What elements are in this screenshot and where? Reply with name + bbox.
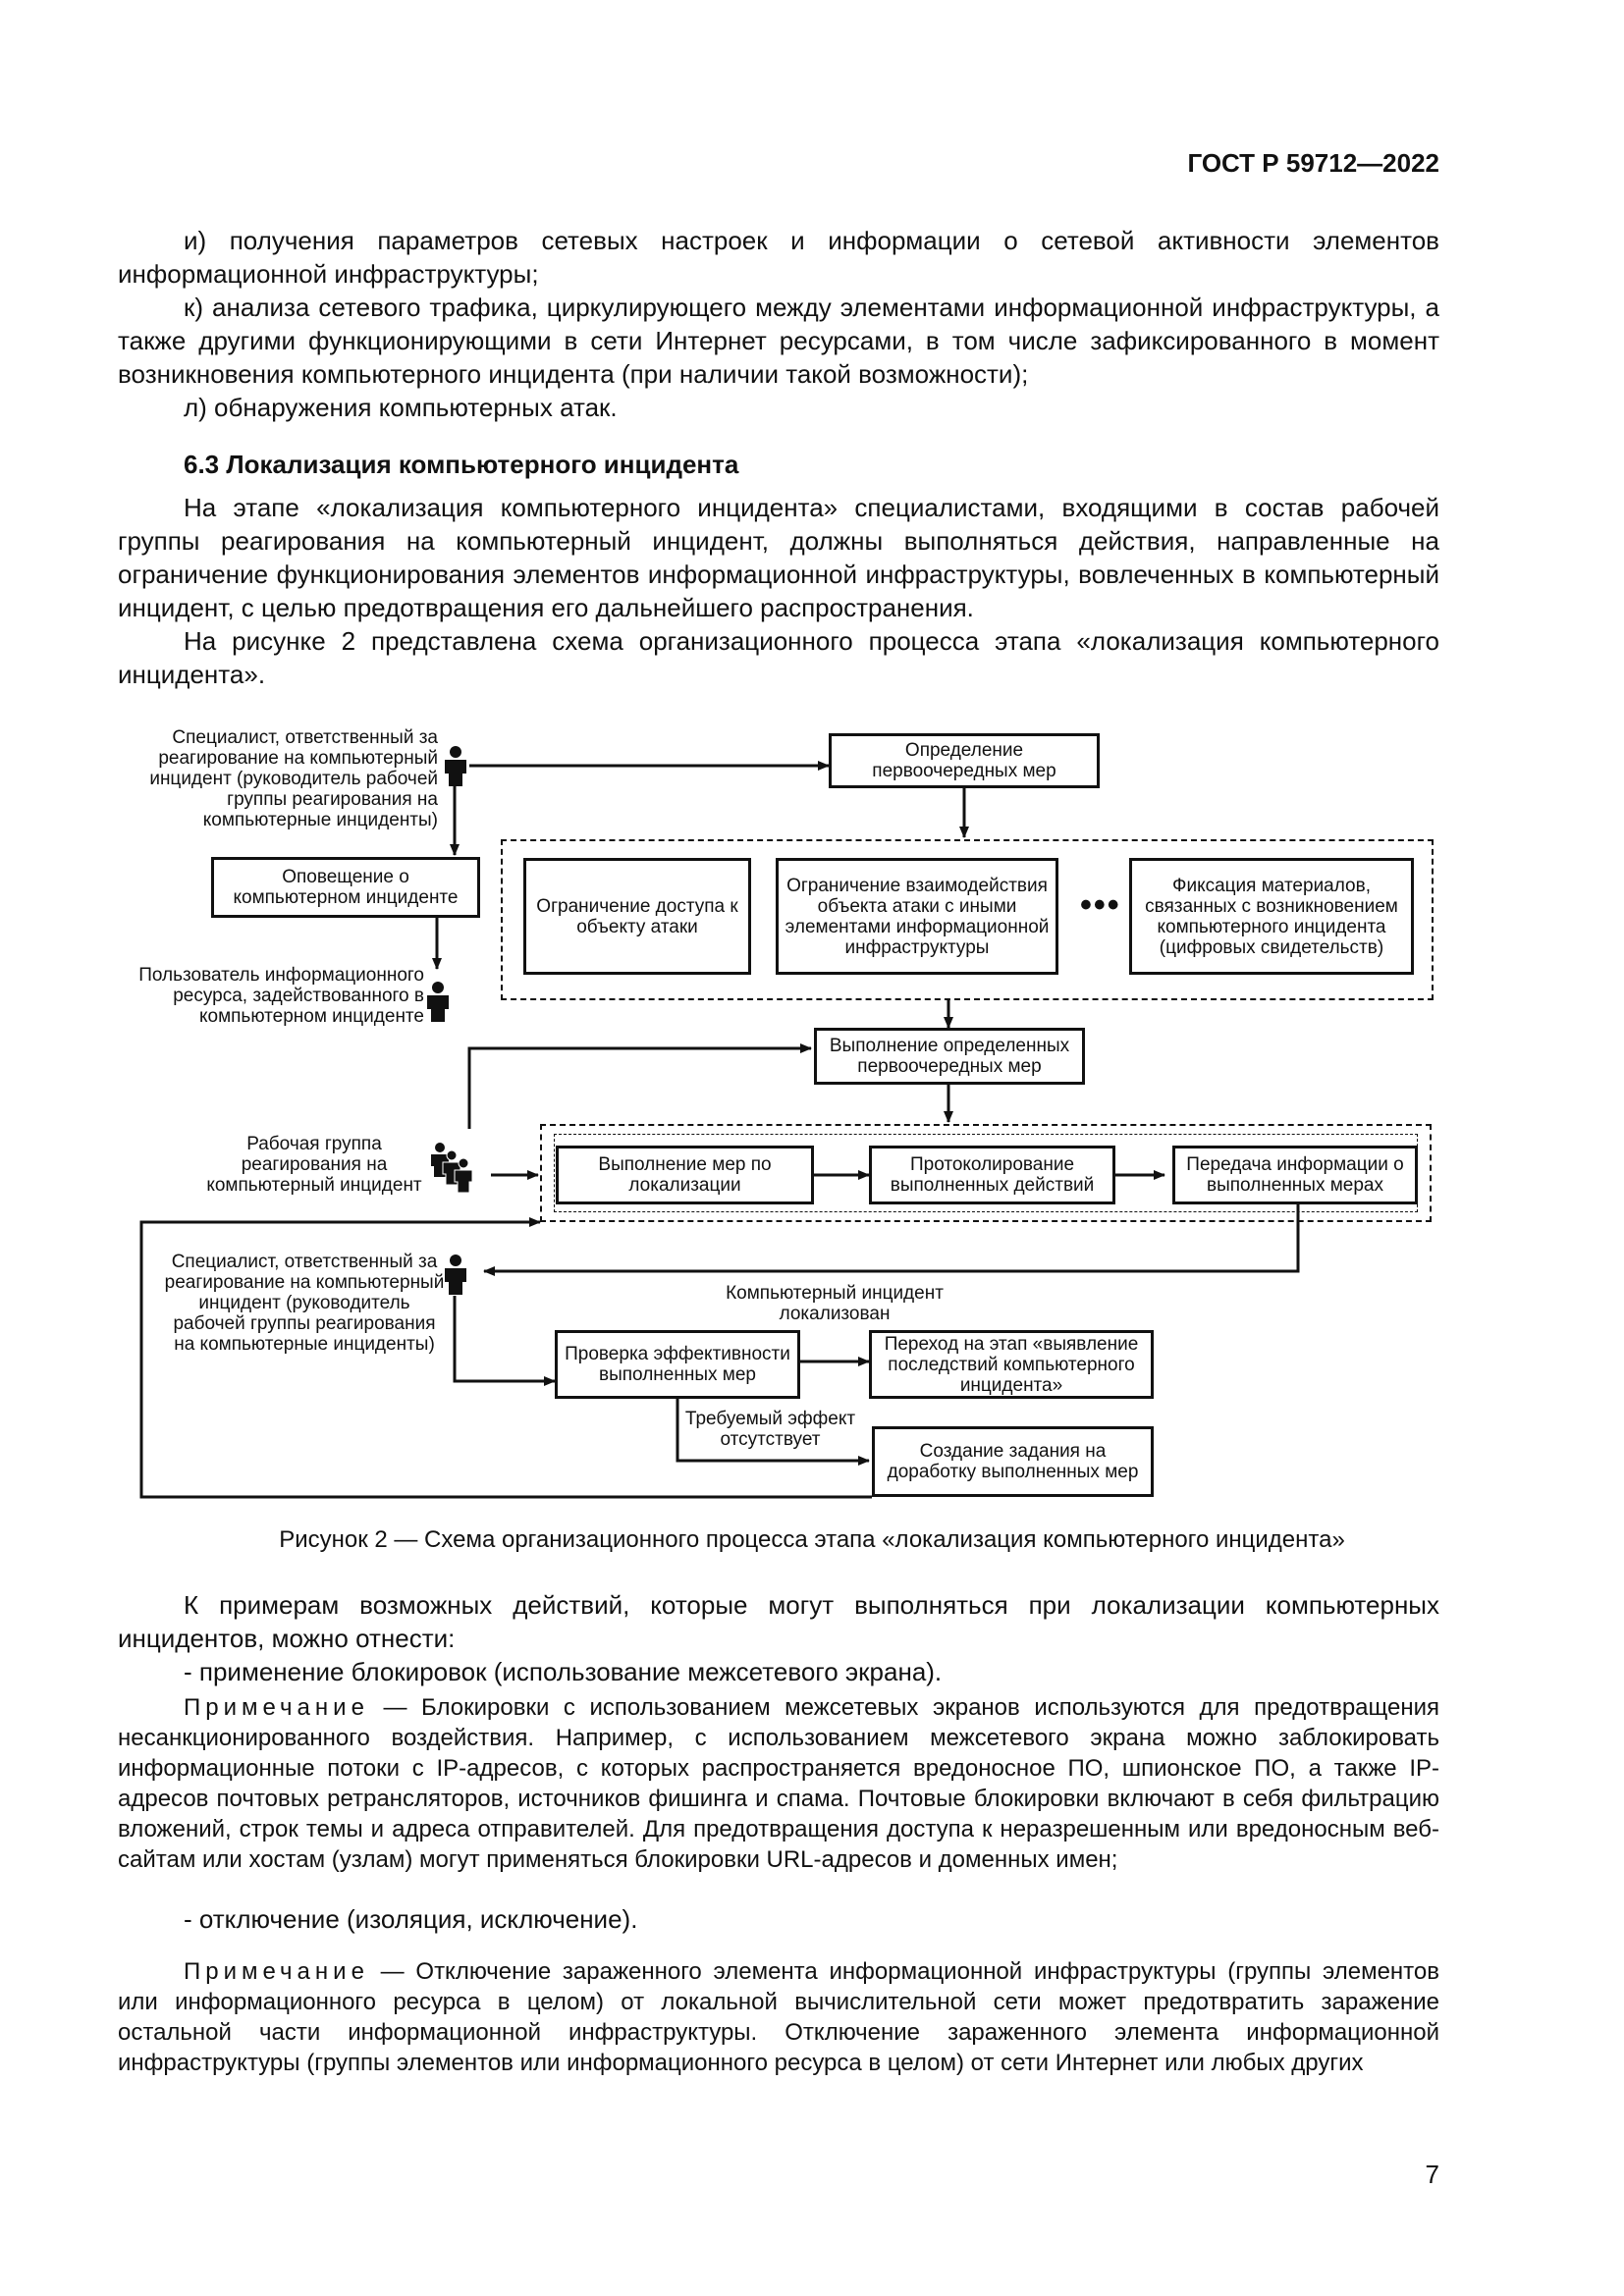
person-icon bbox=[424, 981, 452, 1027]
paragraph-1: На этапе «локализация компьютерного инцидента» специалистами, входящими в состав рабочей группы реагирования на компьютерный инцидент, должны выполняться действия, направленные на ограничение функционирования элементов информационной инфраструктуры, вовлеченных в компьютерный инцидент, с целью предотвращения его дальнейшего распространения. bbox=[118, 493, 1439, 622]
body-top bbox=[118, 224, 1439, 691]
actor-group-label: Рабочая группа реагирования на компьютерный инцидент bbox=[206, 1134, 422, 1196]
box-restrict-access: Ограничение доступа к объекту атаки bbox=[523, 858, 751, 975]
ellipsis: ••• bbox=[1080, 886, 1121, 924]
list-item-l: л) обнаружения компьютерных атак. bbox=[184, 393, 618, 422]
note-2-text: — Отключение зараженного элемента информационной инфраструктуры (группы элементов или информационного ресурса в целом) от локальной вычислительной сети может предотвратить заражение остальной части информационной инфраструктуры. Отключение зараженного элемента информационной инфраструктуры (группы элементов или информационного ресурса в целом) от сети Интернет или любых других bbox=[118, 1958, 1439, 2076]
box-restrict-interaction: Ограничение взаимодействия объекта атаки с иными элементами информационной инфраструктуры bbox=[776, 858, 1058, 975]
box-fixation: Фиксация материалов, связанных с возникновением компьютерного инцидента (цифровых свидетельств) bbox=[1129, 858, 1414, 975]
note-1-text: — Блокировки с использованием межсетевых экранов используются для предотвращения несанкционированного воздействия. Например, с использованием межсетевого экрана можно заблокировать информационные потоки с IP-адресов, с которых распространяется вредоносное ПО, шпионское ПО, а также IP-адресов почтовых ретрансляторов, источников фишинга и спама. Почтовые блокировки включают в себя фильтрацию вложений, строк темы и адреса отправителей. Для предотвращения доступа к неразрешенным или вредоносным веб-сайтам или хостам (узлам) могут применяться блокировки URL-адресов и доменных имен; bbox=[118, 1694, 1439, 1873]
note-label: Примечание bbox=[184, 1958, 369, 1985]
box-determine-measures: Определение первоочередных мер bbox=[829, 733, 1100, 788]
label-no-effect: Требуемый эффект отсутствует bbox=[684, 1409, 856, 1450]
note-2 bbox=[118, 1956, 1439, 2078]
box-transfer-info: Передача информации о выполненных мерах bbox=[1172, 1146, 1418, 1204]
person-icon bbox=[442, 1254, 469, 1300]
box-log-actions: Протоколирование выполненных действий bbox=[869, 1146, 1115, 1204]
person-icon bbox=[442, 745, 469, 791]
list-item-k: к) анализа сетевого трафика, циркулирующего между элементами информационной инфраструктуры, а также другими функционирующими в сети Интернет ресурсами, в том числе зафиксированного в момент возникновения компьютерного инцидента (при наличии такой возможности); bbox=[118, 293, 1439, 389]
bullet-disconnect: - отключение (изоляция, исключение). bbox=[184, 1904, 638, 1934]
box-check-effectiveness: Проверка эффективности выполненных мер bbox=[555, 1330, 800, 1399]
body-bottom bbox=[118, 1588, 1439, 1688]
note-1 bbox=[118, 1692, 1439, 1875]
box-next-stage: Переход на этап «выявление последствий компьютерного инцидента» bbox=[869, 1330, 1154, 1399]
label-localized: Компьютерный инцидент локализован bbox=[726, 1283, 944, 1324]
actor-supervisor-label: Специалист, ответственный за реагирование на компьютерный инцидент (руководитель рабочей группы реагирования на компьютерные инциденты) bbox=[149, 727, 438, 830]
figure-caption: Рисунок 2 — Схема организационного процесса этапа «локализация компьютерного инцидента» bbox=[279, 1526, 1345, 1553]
document-header: ГОСТ Р 59712—2022 bbox=[1187, 148, 1439, 178]
box-notify: Оповещение о компьютерном инциденте bbox=[211, 857, 480, 918]
paragraph-3: К примерам возможных действий, которые могут выполняться при локализации компьютерных инцидентов, можно отнести: bbox=[118, 1590, 1439, 1653]
bullet-blocking: - применение блокировок (использование межсетевого экрана). bbox=[184, 1657, 943, 1686]
paragraph-2: На рисунке 2 представлена схема организационного процесса этапа «локализация компьютерного инцидента». bbox=[118, 626, 1439, 689]
page-number: 7 bbox=[1425, 2160, 1439, 2189]
arrow-to-check bbox=[455, 1296, 555, 1381]
list-item-i: и) получения параметров сетевых настроек и информации о сетевой активности элементов информационной инфраструктуры; bbox=[118, 226, 1439, 289]
process-diagram bbox=[118, 721, 1453, 1512]
group-icon bbox=[430, 1142, 477, 1203]
section-heading: 6.3 Локализация компьютерного инцидента bbox=[184, 450, 739, 479]
actor-user-label: Пользователь информационного ресурса, задействованного в компьютерном инциденте bbox=[138, 965, 424, 1027]
box-rework: Создание задания на доработку выполненных мер bbox=[872, 1426, 1154, 1497]
actor-supervisor-label-2: Специалист, ответственный за реагирование на компьютерный инцидент (руководитель рабочей группы реагирования на компьютерные инциденты) bbox=[164, 1252, 445, 1355]
box-localize: Выполнение мер по локализации bbox=[556, 1146, 814, 1204]
arrow-group-to-execute bbox=[469, 1048, 811, 1129]
box-execute-priority: Выполнение определенных первоочередных мер bbox=[814, 1028, 1085, 1085]
note-label: Примечание bbox=[184, 1694, 369, 1721]
